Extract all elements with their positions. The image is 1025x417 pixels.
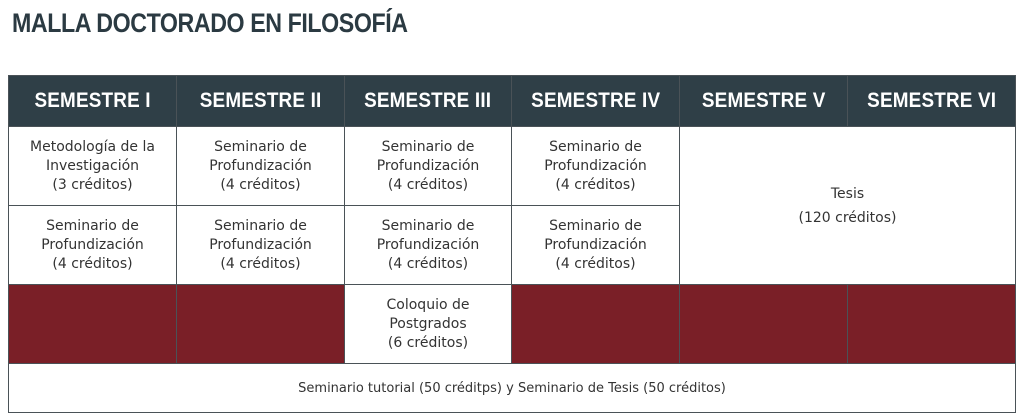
course-cell-s1-r1 <box>9 127 177 206</box>
footer-note: Seminario tutorial (50 créditps) y Seminario de Tesis (50 créditos) <box>9 364 1016 413</box>
course-name-line2: Profundización <box>544 157 647 174</box>
course-cell-s1-r2 <box>9 206 177 285</box>
course-name: Seminario de <box>214 138 307 155</box>
semester-header-4: SEMESTRE IV <box>512 76 680 127</box>
colloquium-name-line2: Postgrados <box>389 315 467 332</box>
course-name: Seminario de <box>214 217 307 234</box>
semester-header-row <box>9 76 1016 127</box>
course-name-line2: Profundización <box>544 236 647 253</box>
course-name-line2: Profundización <box>209 157 312 174</box>
course-credits: (4 créditos) <box>555 176 636 193</box>
course-name-line2: Profundización <box>376 236 480 253</box>
course-name: Metodología de la <box>30 138 155 155</box>
semester-header-2: SEMESTRE II <box>177 76 345 127</box>
colloquium-row <box>9 285 1016 364</box>
course-cell-s2-r2 <box>177 206 345 285</box>
course-name-line2: Profundización <box>376 157 480 174</box>
semester-header-3: SEMESTRE III <box>345 76 512 127</box>
footer-row <box>9 364 1016 413</box>
course-name: Seminario de <box>381 217 475 234</box>
course-name: Seminario de <box>381 138 475 155</box>
course-credits: (4 créditos) <box>555 255 636 272</box>
semester-header-5: SEMESTRE V <box>680 76 848 127</box>
empty-cell-s6 <box>848 285 1016 364</box>
colloquium-credits: (6 créditos) <box>387 334 469 351</box>
thesis-name: Tesis <box>830 185 865 202</box>
course-credits: (4 créditos) <box>387 255 469 272</box>
course-cell-s4-r1 <box>512 127 680 206</box>
curriculum-table <box>8 75 1016 413</box>
course-cell-s3-r1 <box>345 127 512 206</box>
course-name: Seminario de <box>549 217 642 234</box>
course-name: Seminario de <box>46 217 139 234</box>
course-cell-s2-r1 <box>177 127 345 206</box>
course-credits: (4 créditos) <box>52 255 133 272</box>
course-cell-s3-r2 <box>345 206 512 285</box>
course-credits: (4 créditos) <box>387 176 469 193</box>
course-credits: (4 créditos) <box>220 255 301 272</box>
course-name: Seminario de <box>549 138 642 155</box>
colloquium-cell <box>345 285 512 364</box>
course-credits: (3 créditos) <box>52 176 133 193</box>
course-name-line2: Profundización <box>209 236 312 253</box>
semester-header-6: SEMESTRE VI <box>848 76 1016 127</box>
course-name-line2: Profundización <box>41 236 144 253</box>
thesis-cell <box>680 127 1016 285</box>
page-title: MALLA DOCTORADO EN FILOSOFÍA <box>12 8 408 38</box>
thesis-credits: (120 créditos) <box>798 209 897 226</box>
empty-cell-s2 <box>177 285 345 364</box>
empty-cell-s5 <box>680 285 848 364</box>
course-credits: (4 créditos) <box>220 176 301 193</box>
semester-header-1: SEMESTRE I <box>9 76 177 127</box>
empty-cell-s4 <box>512 285 680 364</box>
empty-cell-s1 <box>9 285 177 364</box>
course-row-1 <box>9 127 1016 206</box>
course-name-line2: Investigación <box>45 157 140 174</box>
course-cell-s4-r2 <box>512 206 680 285</box>
colloquium-name: Coloquio de <box>386 296 470 313</box>
